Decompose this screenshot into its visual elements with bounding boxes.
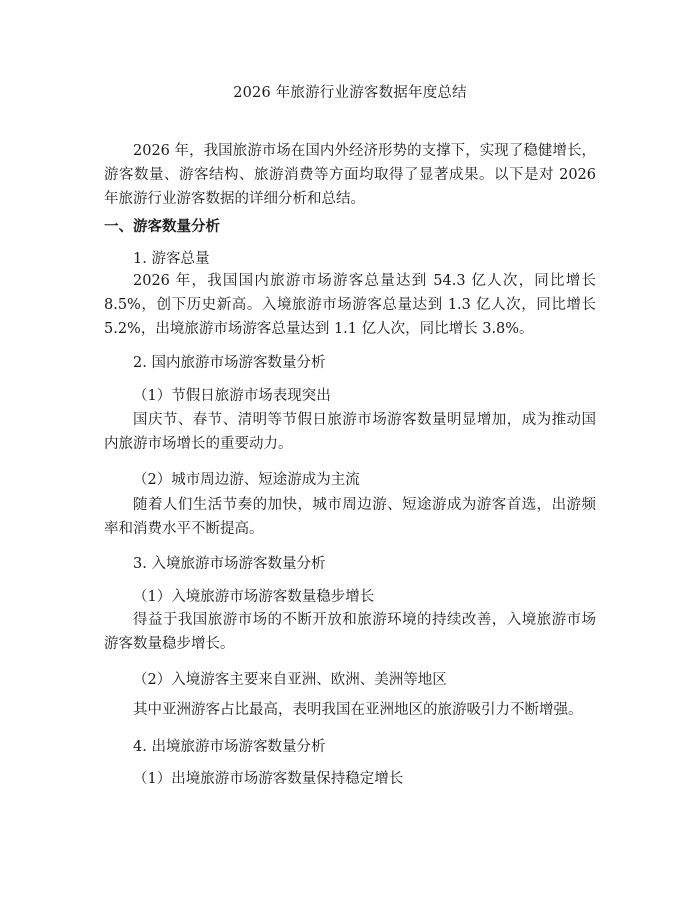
intro-paragraph: 2026 年，我国旅游市场在国内外经济形势的支撑下，实现了稳健增长，游客数量、游客结构、旅游消费等方面均取得了显著成果。以下是对 2026 年旅游行业游客数据的详细分析和总结。 — [104, 143, 596, 207]
section-heading: 一、游客数量分析 — [104, 219, 220, 235]
body-paragraph: 2026 年，我国国内旅游市场游客总量达到 54.3 亿人次，同比增长 8.5%，创下历史新高。入境旅游市场游客总量达到 1.3 亿人次，同比增长 5.2%，出境旅游市场游客总量达到 1.1 亿人次，同比增长 3.8%。 — [104, 273, 596, 337]
body-paragraph: 国庆节、春节、清明等节假日旅游市场游客数量明显增加，成为推动国内旅游市场增长的重要动力。 — [104, 412, 596, 452]
body-paragraph: 随着人们生活节奏的加快，城市周边游、短途游成为游客首选，出游频率和消费水平不断提高。 — [104, 497, 596, 537]
document-title: 2026 年旅游行业游客数据年度总结 — [233, 85, 467, 101]
subsection-title: 4. 出境旅游市场游客数量分析 — [133, 739, 326, 755]
point-title: （1）节假日旅游市场表现突出 — [133, 388, 331, 404]
point-title: （2）入境游客主要来自亚洲、欧洲、美洲等地区 — [133, 672, 447, 688]
body-paragraph: 得益于我国旅游市场的不断开放和旅游环境的持续改善，入境旅游市场游客数量稳步增长。 — [104, 612, 596, 652]
subsection-title: 3. 入境旅游市场游客数量分析 — [133, 556, 326, 572]
body-paragraph: 其中亚洲游客占比最高，表明我国在亚洲地区的旅游吸引力不断增强。 — [133, 702, 583, 718]
subsection-title: 1. 游客总量 — [133, 251, 210, 267]
subsection-title: 2. 国内旅游市场游客数量分析 — [133, 355, 326, 371]
point-title: （2）城市周边游、短途游成为主流 — [133, 472, 360, 488]
point-title: （1）出境旅游市场游客数量保持稳定增长 — [133, 771, 404, 787]
point-title: （1）入境旅游市场游客数量稳步增长 — [133, 589, 375, 605]
